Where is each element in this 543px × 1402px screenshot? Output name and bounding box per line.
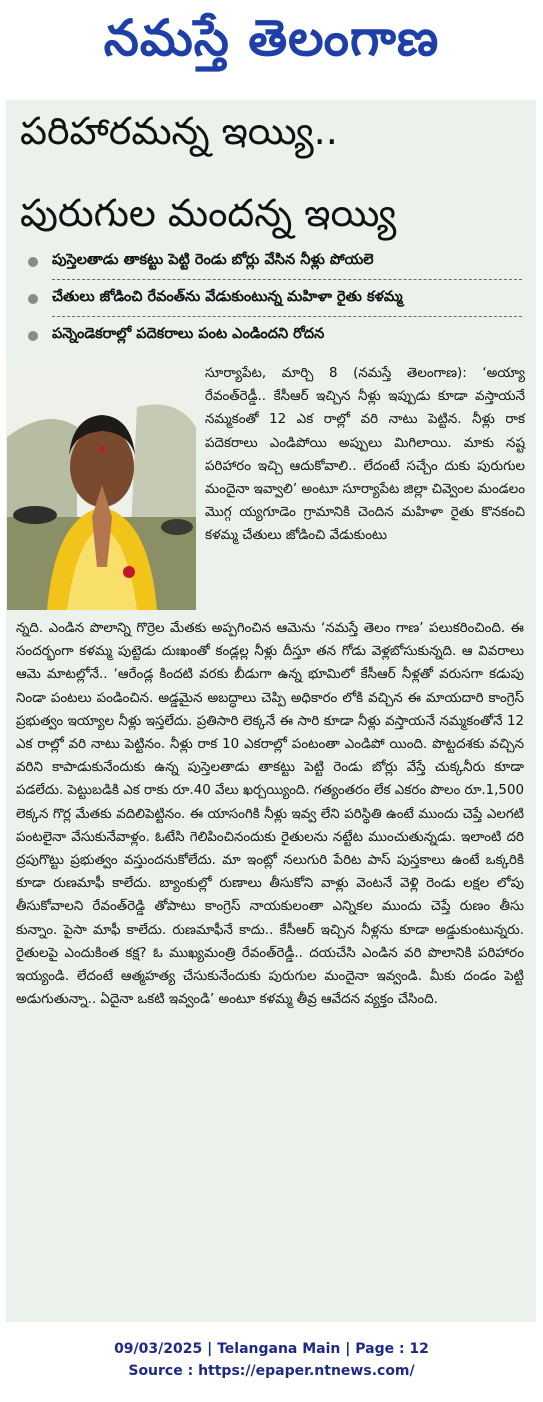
subhead-bullet: [28, 321, 528, 351]
headline-line-2: పురుగుల మందన్న ఇయ్యి: [20, 191, 397, 235]
bullet-icon: [28, 257, 38, 267]
masthead: [0, 0, 543, 88]
article-body: న్నది. ఎండిన పొలాన్ని గొర్రెల మేతకు అప్పగించిన ఆమెను ‘నమస్తే తెలం గాణ’ పలుకరించింది. ఈ సందర్భంగా కళమ్మ పుట్టెడు దుఃఖంతో కండ్లల్ల నీళ్లు దీస్తూ తన గోడు వెళ్లబోసుకున్నది. ఆ వివరాలు ఆమె మాటల్లోనే.. ‘ఆరేండ్ల కిందటి వరకు బీడుగా ఉన్న భూమిలో కేసీఆర్ నీళ్లతో వరుసగా కడుపు నిండా పంటలు పండించిన. అడ్డమైన అబద్ధాలు చెప్పి అధికారం లోకి వచ్చిన ఈ మాయదారి కాంగ్రెస్ ప్రభుత్వం ఇయ్యాల నీళ్లు ఇస్తలేదు. ప్రతిసారి లెక్కనే ఈ సారి కూడా నీళ్లు వస్తాయనే నమ్మకంతోనే 12 ఎక రాల్లో వరి నాటు పెట్టినం. నీళ్లు రాక 10 ఎకరాల్లో పంటంతా ఎండిపో యింది. పొట్టదశకు వచ్చిన వరిని కాపాడుకునేందుకు ఉన్న పుస్తెలతాడు తాకట్టు పెట్టి రెండు బోర్లు వేస్తే చుక్కనీరు కూడా పడలేదు. పెట్టుబడికి ఎక రాకు రూ.40 వేలు ఖర్చయ్యింది. గత్యంతరం లేక ఎకరం పొలం రూ.1,500 లెక్కన గొర్ల మేతకు వదిలిపెట్టినం. ఈ యాసంగికి నీళ్లు ఇవ్వ లేని పరిస్థితి ఉంటే ముందు చెప్తే ఎలగటి పంటలైనా వేసుకునేవాళ్లం. ఓటేసి గెలిపించినందుకు రైతులను నట్టేట ముంచుతున్నడు. ఇలాంటి దరి ద్రపుగొట్టు ప్రభుత్వం వస్తుందనుకోలేదు. మా ఇంట్లో నలుగురి పేరిట పాస్ పుస్తకాలు ఉంటే ఒక్కరికి కూడా రుణమాఫీ కాలేదు. బ్యాంకుల్లో రుణాలు తీసుకోని వాళ్లు వెంటనే వెళ్లి రెండు లక్షల లోపు తీసుకోవాలని రేవంత్‌రెడ్డి తోపాటు కాంగ్రెస్ నాయకులంతా ఎన్నికల ముందు చెప్తే రుణం తీసు కున్నాం. పైసా మాఫీ కాలేదు. రుణమాఫీనే కాదు.. కేసీఆర్ ఇచ్చిన నీళ్లను కూడా అడ్డుకుంటున్నరు. రైతులపై ఎందుకింత కక్ష? ఓ ముఖ్యమంత్రి రేవంత్‌రెడ్డీ.. దయచేసి ఎండిన వరి పొలానికి పరిహారం ఇయ్యండి. లేదంటే ఆత్మహత్య చేసుకునేందుకు పురుగుల మందైనా ఇవ్వండి. మీకు దండం పెట్టి అడుగుతున్నా.. ఏదైనా ఒకటి ఇవ్వండి’ అంటూ కళమ్మ తీవ్ర ఆవేదన వ్యక్తం చేసింది.: [16, 621, 524, 1008]
bullet-icon: [28, 294, 38, 304]
newspaper-logo: నమస్తే తెలంగాణ: [103, 8, 440, 67]
article-body-intro: సూర్యాపేట, మార్చి 8 (నమస్తే తెలంగాణ): ‘అయ్యా రేవంత్‌రెడ్డీ.. కేసీఆర్ ఇచ్చిన నీళ్లు ఇప్పుడు కూడా వస్తాయనే నమ్మకంతో 12 ఎక రాల్లో వరి నాటు పెట్టిన. నీళ్లు రాక పదెకరాలు ఎండిపోయి అప్పులు మిగిలాయి. మాకు నష్ట పరిహారం ఇచ్చి ఆదుకోవాలి.. లేదంటే సచ్చేం దుకు పురుగుల మందైనా ఇవ్వాలి’ అంటూ సూర్యాపేట జిల్లా చివ్వెంల మండలం మొగ్గ య్యగూడెం గ్రామానికి చెందిన మహిళా రైతు కొనకంచి కళమ్మ చేతులు జోడించి వేడుకుంటు: [205, 366, 525, 544]
dashed-divider: [52, 279, 522, 280]
edition-info: 09/03/2025 | Telangana Main | Page : 12: [114, 1341, 429, 1357]
article-body-full-column: [16, 617, 524, 1011]
subhead-text: చేతులు జోడించి రేవంత్‌ను వేడుకుంటున్న మహిళా రైతు కళమ్మ: [52, 289, 403, 305]
headline-line-1: పరిహారమన్న ఇయ్యి..: [20, 109, 338, 153]
source-link[interactable]: Source : https://epaper.ntnews.com/: [128, 1363, 415, 1379]
woman-folded-hands-illustration: [7, 367, 196, 610]
farmer-photo: [7, 367, 196, 610]
article-body-intro-column: [205, 362, 525, 548]
subhead-bullet: [28, 247, 528, 277]
bullet-icon: [28, 331, 38, 341]
dashed-divider: [52, 316, 522, 317]
subhead-bullet: [28, 284, 528, 314]
subhead-text: పుస్తెలతాడు తాకట్టు పెట్టి రెండు బోర్లు వేసిన నీళ్లు పోయలె: [52, 252, 374, 268]
subhead-text: పన్నెండెకరాల్లో పదెకరాలు పంట ఎండిందని రోదన: [52, 326, 325, 342]
